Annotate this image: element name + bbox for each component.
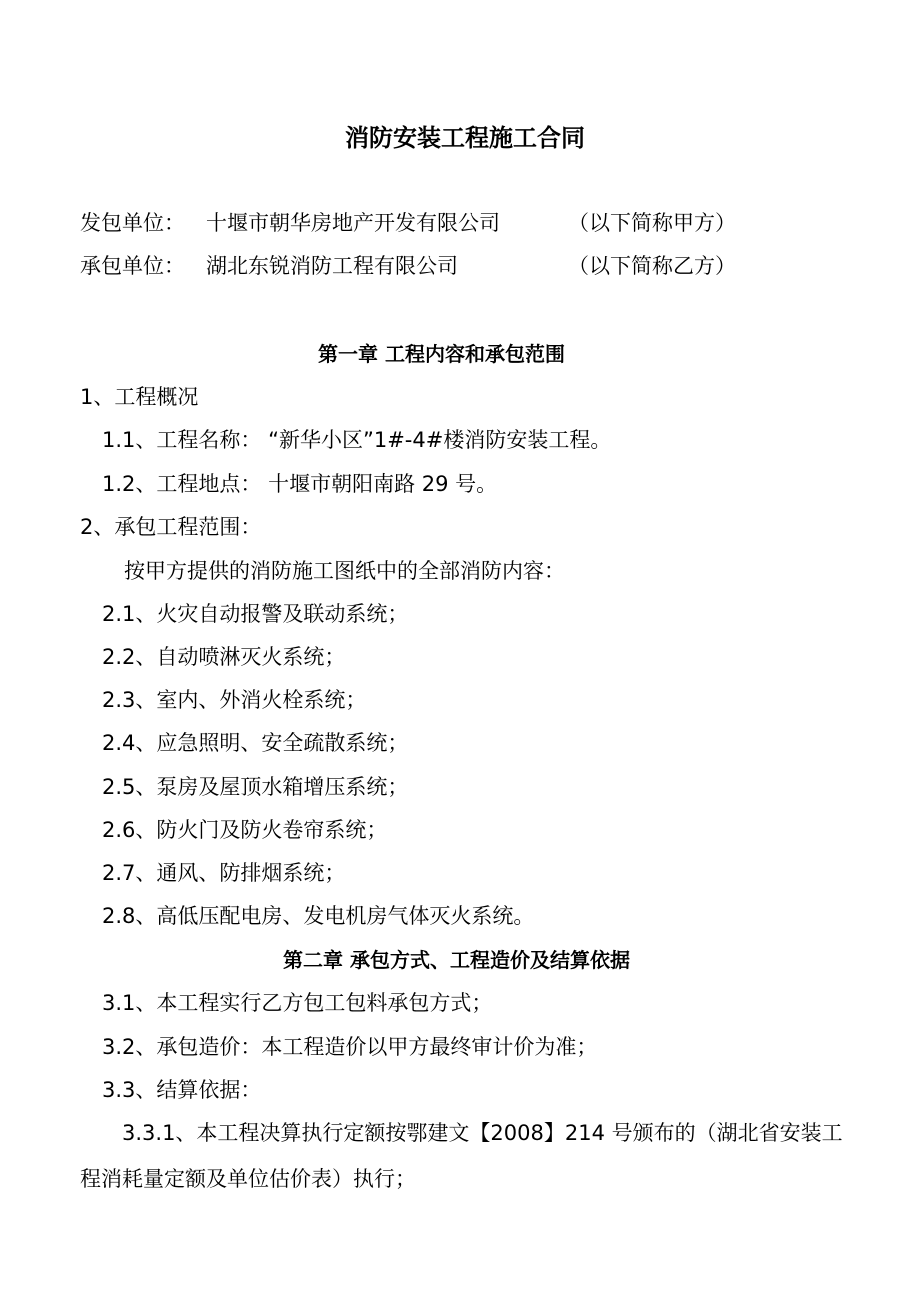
project-name-line: 1.1、工程名称： “新华小区”1#-4#楼消防安装工程。 bbox=[102, 428, 612, 452]
chapter-2-heading: 第二章 承包方式、工程造价及结算依据 bbox=[283, 948, 630, 972]
project-location-line: 1.2、工程地点： 十堰市朝阳南路 29 号。 bbox=[102, 472, 498, 496]
section-1-heading: 1、工程概况 bbox=[80, 385, 199, 409]
employer-note: （以下简称甲方） bbox=[568, 211, 736, 235]
contractor-row bbox=[80, 252, 458, 280]
document-title: 消防安装工程施工合同 bbox=[345, 124, 585, 152]
scope-intro: 按甲方提供的消防施工图纸中的全部消防内容： bbox=[124, 559, 565, 583]
scope-item: 2.1、火灾自动报警及联动系统； bbox=[102, 602, 409, 626]
clause-3-1: 3.1、本工程实行乙方包工包料承包方式； bbox=[102, 991, 493, 1015]
contractor-label: 承包单位： bbox=[80, 254, 185, 278]
section-2-heading: 2、承包工程范围： bbox=[80, 515, 262, 539]
scope-item: 2.5、泵房及屋顶水箱增压系统； bbox=[102, 775, 409, 799]
scope-item: 2.3、室内、外消火栓系统； bbox=[102, 688, 367, 712]
scope-item: 2.7、通风、防排烟系统； bbox=[102, 861, 346, 885]
contractor-name: 湖北东锐消防工程有限公司 bbox=[206, 254, 458, 278]
scope-item: 2.4、应急照明、安全疏散系统； bbox=[102, 731, 409, 755]
employer-name: 十堰市朝华房地产开发有限公司 bbox=[206, 211, 500, 235]
clause-3-2: 3.2、承包造价：本工程造价以甲方最终审计价为准； bbox=[102, 1035, 598, 1059]
scope-item: 2.8、高低压配电房、发电机房气体灭火系统。 bbox=[102, 904, 535, 928]
contractor-note: （以下简称乙方） bbox=[568, 254, 736, 278]
clause-3-3: 3.3、结算依据： bbox=[102, 1078, 262, 1102]
employer-label: 发包单位： bbox=[80, 211, 185, 235]
scope-item: 2.6、防火门及防火卷帘系统； bbox=[102, 818, 388, 842]
clause-3-3-1: 3.3.1、本工程决算执行定额按鄂建文【2008】214 号颁布的（湖北省安装工 bbox=[122, 1121, 843, 1145]
clause-3-3-1-continued: 程消耗量定额及单位估价表）执行； bbox=[80, 1167, 416, 1191]
chapter-1-heading: 第一章 工程内容和承包范围 bbox=[318, 342, 565, 366]
scope-item: 2.2、自动喷淋灭火系统； bbox=[102, 645, 346, 669]
employer-row bbox=[80, 209, 500, 237]
